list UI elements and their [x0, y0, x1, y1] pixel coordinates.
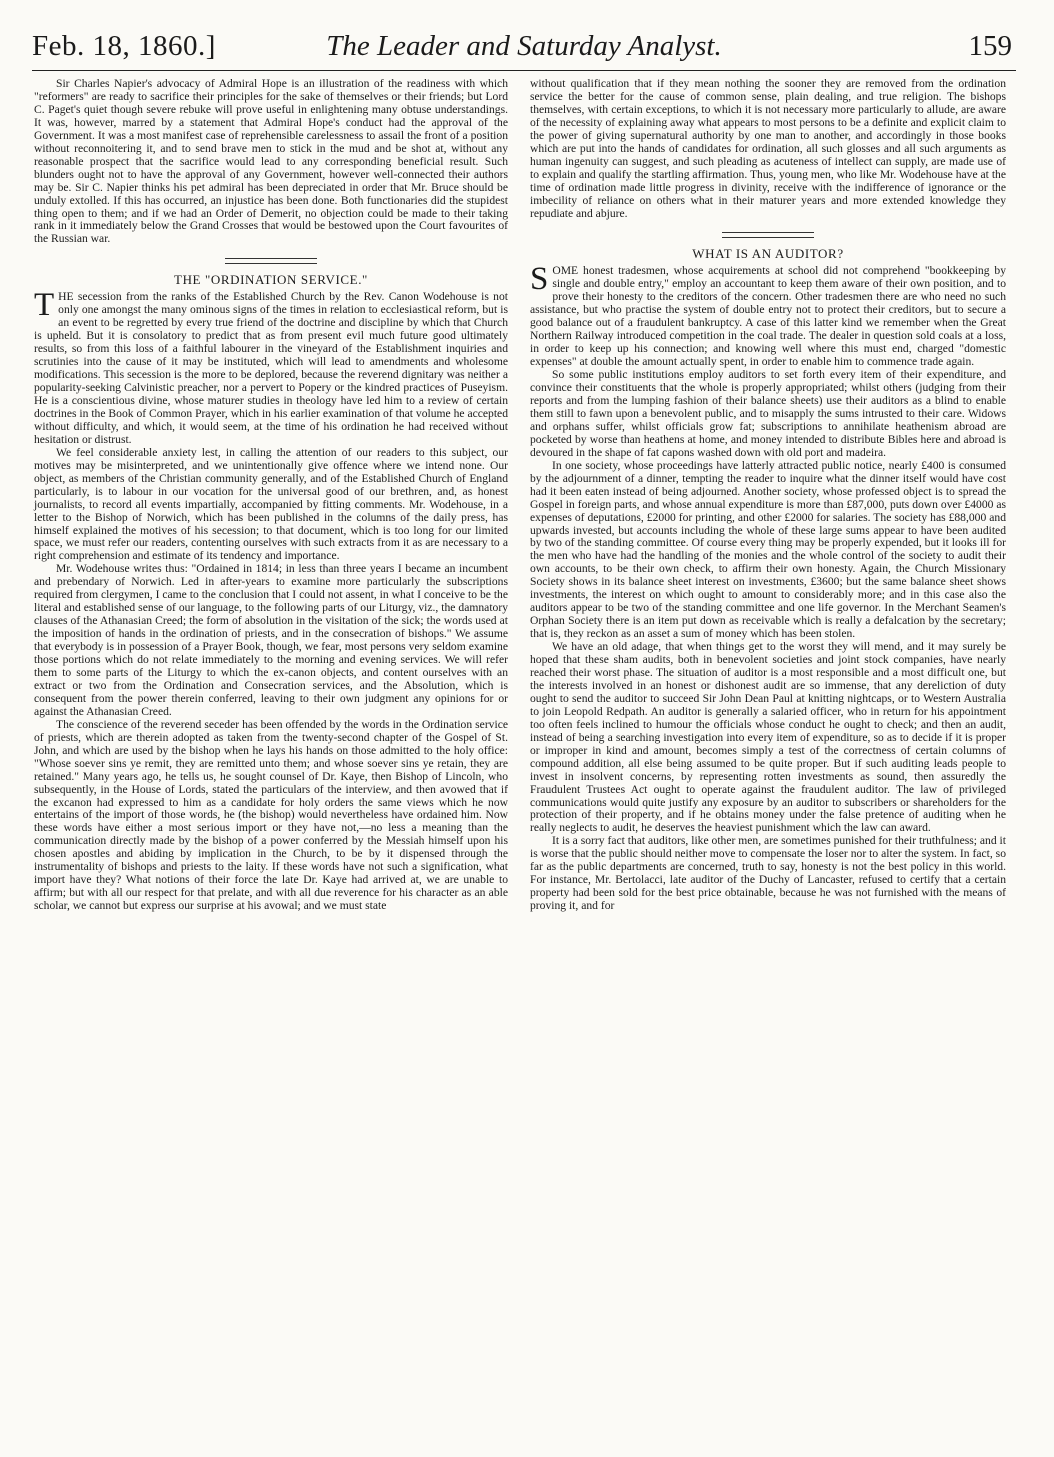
drop-cap: T [34, 287, 55, 324]
auditor-paragraph-3: In one society, whose proceedings have latterly attracted public notice, nearly £400 is consumed by the adjournment of a dinner, tempting the reader to inquire what the dinner itself would have cost had it been eaten instead of being adjourned. Another society, whose professed object is to spread the Gospel in foreign parts, and whose annual expenditure is more than £87,000, puts down over £4000 as expenses of deputations, £2000 for printing, and other £2000 for salaries. The society has £88,000 and upwards invested, but accounts including the whole of these large sums appear to have been audited by two of the standing committee. Of course every thing may be properly expended, but it looks ill for the men who have had the handling of the monies and the whole control of the society to audit their own accounts, to be their own check, to affirm their own honesty. Again, the Church Missionary Society shows in its balance sheet interest on investments, £3600; but the same balance sheet shows investments, the interest on which ought to amount to considerably more; and in this case also the auditors appear to be two of the standing committee and one life governor. In the Merchant Seamen's Orphan Society there is an item put down as receivable which is really a defalcation by the secretary; that is, they reckon as an asset a sum of money which has been stolen. [530, 458, 1006, 641]
ordination-paragraph-3: Mr. Wodehouse writes thus: "Ordained in 1814; in less than three years I became an incumbent and prebendary of Norwich. Led in after-years to examine more particularly the subscriptions required from clergymen, I came to the conclusion that I could not assent, in what I conceive to be the literal and established sense of our language, to the following parts of our Liturgy, viz., the damnatory clauses of the Athanasian Creed; the form of absolution in the visitation of the sick; the words used at the imposition of hands in the ordination of priests, and in the consecration of bishops." We assume that everybody is in possession of a Prayer Book, though, we fear, most persons very seldom examine those portions which do not relate immediately to the morning and evening services. We will refer them to some parts of the Liturgy to which the ex-canon objects, and content ourselves with an extract or two from the Ordination and Consecration services, and the Absolution, which is consequent from the power therein conferred, leaving to their own judgment any opinions for or against the Athanasian Creed. [34, 562, 508, 718]
header-page-number: 159 [968, 30, 1012, 62]
right-column [530, 78, 1006, 913]
napier-paragraph: Sir Charles Napier's advocacy of Admiral Hope is an illustration of the readiness with which "reformers" are ready to sacrifice their principles for the sake of themselves or their friends; but Lord C. Paget's quiet though severe rebuke will prove useful in enlightening many obtuse understandings. It was, however, marred by a statement that Admiral Hope's conduct had the approval of the Government. It was a most manifest case of reprehensible carelessness to assail the front of a position without reconnoitering it, and to send brave men to stick in the mud and be shot at, without any reasonable prospect that the sacrifice would lead to any corresponding beneficial result. Such blunders ought not to have the approval of any Government, however well-connected their authors may be. Sir C. Napier thinks his pet admiral has been depreciated in order that Mr. Bruce should be unduly extolled. If this has occurred, an injustice has been done. Both functionaries did the stupidest thing open to them; and if we had an Order of Demerit, no objection could be made to their taking rank in it immediately below the Grand Crosses that would be bestowed upon the Court favourites of the Russian war. [34, 77, 508, 246]
auditor-paragraph-5: It is a sorry fact that auditors, like other men, are sometimes punished for their truthfulness; and it is worse that the public should neither move to compensate the loser nor to alter the system. In fact, so far as the public departments are concerned, truth to say, honesty is not the best policy in this world. For instance, Mr. Bertolacci, late auditor of the Duchy of Lancaster, refused to certify that a certain property had been sold for the best price obtainable, because he was not furnished with the means of proving it, and for [530, 834, 1006, 913]
ordination-paragraph-1-text: HE secession from the ranks of the Established Church by the Rev. Canon Wodehouse is not only one amongst the many ominous signs of the times in relation to ecclesiastical reform, but is an event to be regretted by every true friend of the doctrine and discipline by which that Church is upheld. But it is consolatory to predict that as from present evil much future good ultimately results, so from this loss of a faithful labourer in the vineyard of the Establishment inquiries and scrutinies into the cause of it may be instituted, which will lead to amendments and wholesome modifications. This secession is the more to be deplored, because the reverend dignitary was neither a popularity-seeking Calvinistic preacher, nor a pervert to Popery or the kindred practices of Puseyism. He is a conscientious divine, whose maturer studies in theology have led him to a review of certain doctrines in the Book of Common Prayer, which in his earlier examination of that volume he accepted without difficulty, and which, it would seem, at the time of his ordination he had received without hesitation or distrust. [34, 290, 508, 446]
header-date: Feb. 18, 1860.] [32, 30, 216, 62]
auditor-paragraph-2: So some public institutions employ auditors to set forth every item of their expenditure, and convince their constituents that the whole is properly appropriated; whilst others (judging from their reports and from the lumping fashion of their balance sheets) use their auditors as a blind to enable them still to fawn upon a benevolent public, and to misapply the sums intrusted to their care. Widows and orphans suffer, whilst officials grow fat; subscriptions to annihilate heathenism abroad are pocketed by worse than heathens at home, and money intended to distribute Bibles here and abroad is devoured in the shape of fat capons washed down with old port and madeira. [530, 368, 1006, 459]
section-divider [722, 232, 814, 238]
auditor-paragraph-4: We have an old adage, that when things get to the worst they will mend, and it may surely be hoped that these sham audits, both in benevolent societies and joint stock companies, have nearly reached their worst phase. The situation of auditor is a most responsible and a most difficult one, but the interests involved in an honest or dishonest audit are so immense, that any dereliction of duty ought to send the auditor to succeed Sir John Dean Paul at knitting nightcaps, or to Western Australia to join Leopold Redpath. An auditor is generally a salaried officer, who in return for his appointment too often feels inclined to humour the officials whose conduct he ought to check; and then an audit, instead of being a searching investigation into every item of expenditure, so as to decide if it is proper or improper in kind and amount, becomes simply a test of the correctness of certain columns of compound addition, all else being assumed to be quite proper. But if such auditing leads people to invest in insolvent concerns, by representing rotten investments as sound, then assuredly the Fraudulent Trustees Act ought to operate against the fraudulent auditor. The law of privileged communications would quite justify any exposure by an auditor to subscribers or shareholders for the protection of their property, and if he obtains money under the false pretence of auditing when he really neglects to audit, he deserves the heaviest punishment which the law can award. [530, 640, 1006, 835]
section-divider [225, 258, 317, 264]
left-column [34, 78, 508, 913]
ordination-paragraph-1 [34, 287, 508, 446]
auditor-paragraph-1 [530, 261, 1006, 369]
header-title: The Leader and Saturday Analyst. [326, 30, 722, 62]
ordination-continuation: without qualification that if they mean nothing the sooner they are removed from the ordination service the better for the cause of common sense, plain dealing, and true religion. The bishops themselves, with certain exceptions, to which it is not necessary more particularly to allude, are aware of the necessity of explaining away what appears to most persons to be a definite and explicit claim to the power of giving supernatural authority by one man to another, and accordingly in those books which are put into the hands of candidates for ordination, all such glosses and all such arguments as human ingenuity can suggest, and such pleading as acuteness of intellect can supply, are made use of to explain and qualify the startling affirmation. Thus, young men, who like Mr. Wodehouse have at the time of ordination made little progress in divinity, receive with the indifference of ignorance or the imbecility of reliance on others what in their maturer years and more extended knowledge they repudiate and abjure. [530, 77, 1006, 220]
auditor-heading: WHAT IS AN AUDITOR? [692, 246, 844, 262]
ordination-paragraph-2: We feel considerable anxiety lest, in calling the attention of our readers to this subject, our motives may be misinterpreted, and we unintentionally give offence where we intend none. Our object, as members of the Christian community generally, and of the Established Church of England particularly, is to labour in our vocation for the universal good of our brethren, and, as honest journalists, to record all events impartially, accompanied by fitting comments. Mr. Wodehouse, in a letter to the Bishop of Norwich, which has been published in the columns of the daily press, has himself explained the motives of his secession; to that document, which is too long for our limited space, we must refer our readers, contenting ourselves with such extracts from it as are necessary to a right comprehension and estimate of its tendency and importance. [34, 445, 508, 563]
drop-cap: S [530, 261, 549, 298]
ordination-paragraph-4: The conscience of the reverend seceder has been offended by the words in the Ordination service of priests, which are therein adopted as taken from the twenty-second chapter of the Gospel of St. John, and which are used by the bishop when he lays his hands on those admitted to the holy office: "Whose soever sins ye remit, they are remitted unto them; and whose soever sins ye retain, they are retained." Many years ago, he tells us, he sought counsel of Dr. Kaye, then Bishop of Lincoln, who subsequently, in the House of Lords, stated the particulars of the interview, and then avowed that if the excanon had expressed to him as a candidate for holy orders the same views which he now entertains of the import of those words, he (the bishop) would nevertheless have ordained him. Now these words have either a most serious import or they have not,—no less a meaning than the communication directly made by the bishop of a power conferred by the Messiah himself upon his chosen apostles and abiding by implication in the Church, to be by it dispensed through the instrumentality of bishops and priests to the laity. If these words have not such a signification, what import have they? What notions of their force the late Dr. Kaye had arrived at, we are unable to affirm; but with all our respect for that prelate, and with all due reverence for his character as an able scholar, we cannot but express our surprise at his avowal; and we must state [34, 717, 508, 913]
auditor-paragraph-1-text: OME honest tradesmen, whose acquirements at school did not comprehend "bookkeeping by single and double entry," employ an accountant to keep them aware of their own position, and to prove their honesty to the creditors of the concern. Other tradesmen there are who need no such assistance, but who practise the system of double entry not to protect their creditors, but to secure a good balance out of a fraudulent bankruptcy. A case of this latter kind we remember when the Great Northern Railway introduced competition in the coal trade. The dealer in question sold coals at a loss, in order to keep up his connection; and knowing well where this must end, charged "domestic expenses" at double the amount actually spent, in order to enable him to commence trade again. [530, 264, 1006, 369]
page-header [32, 30, 1016, 71]
ordination-heading: THE "ORDINATION SERVICE." [174, 272, 368, 288]
